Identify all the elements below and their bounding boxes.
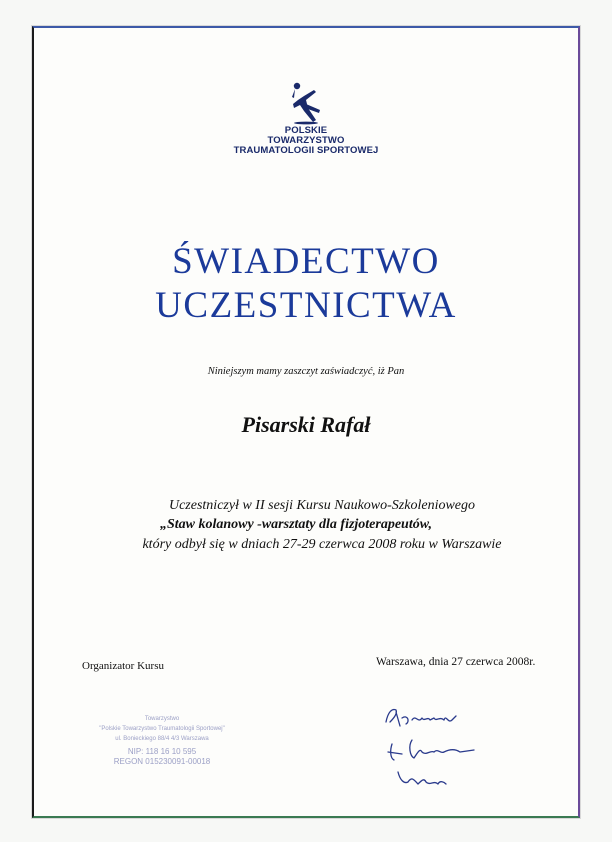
- organizer-label: Organizator Kursu: [82, 660, 164, 672]
- logo-line-1: POLSKIE: [284, 125, 328, 136]
- body-line-1: Uczestniczył w II sesji Kursu Naukowo-Szkoleniowego: [168, 498, 476, 513]
- signatures: [378, 700, 488, 795]
- stamp-line-1: Towarzystwo: [144, 716, 180, 722]
- certificate-title-line-2: UCZESTNICTWA: [155, 285, 457, 326]
- place-date: Warszawa, dnia 27 czerwca 2008r.: [376, 656, 536, 668]
- signature-1: [386, 710, 456, 727]
- course-title: „Staw kolanowy -warsztaty dla fizjoterapeutów,: [159, 517, 433, 532]
- intro-text: Niniejszym mamy zaszczyt zaświadczyć, iż Pan: [207, 366, 405, 377]
- stamp-line-3: ul. Bonieckiego 88/4 4/3 Warszawa: [115, 736, 209, 742]
- certificate-title-line-1: ŚWIADECTWO: [172, 241, 440, 282]
- stamp-line-2: "Polskie Towarzystwo Traumatologii Sportowej": [99, 726, 225, 732]
- logo-line-3: TRAUMATOLOGII SPORTOWEJ: [233, 145, 379, 156]
- organization-stamp: [72, 714, 252, 767]
- signature-3: [398, 772, 446, 784]
- signature-2: [388, 740, 474, 760]
- stamp-regon: REGON 015230091-00018: [113, 757, 211, 766]
- organization-logo: [196, 80, 416, 170]
- logo-line-2: TOWARZYSTWO: [267, 135, 345, 146]
- recipient-name: Pisarski Rafał: [241, 412, 371, 437]
- body-line-3: który odbył się w dniach 27-29 czerwca 2008 roku w Warszawie: [142, 537, 502, 552]
- athlete-figure-icon: [286, 80, 326, 126]
- stamp-nip: NIP: 118 16 10 595: [127, 747, 197, 756]
